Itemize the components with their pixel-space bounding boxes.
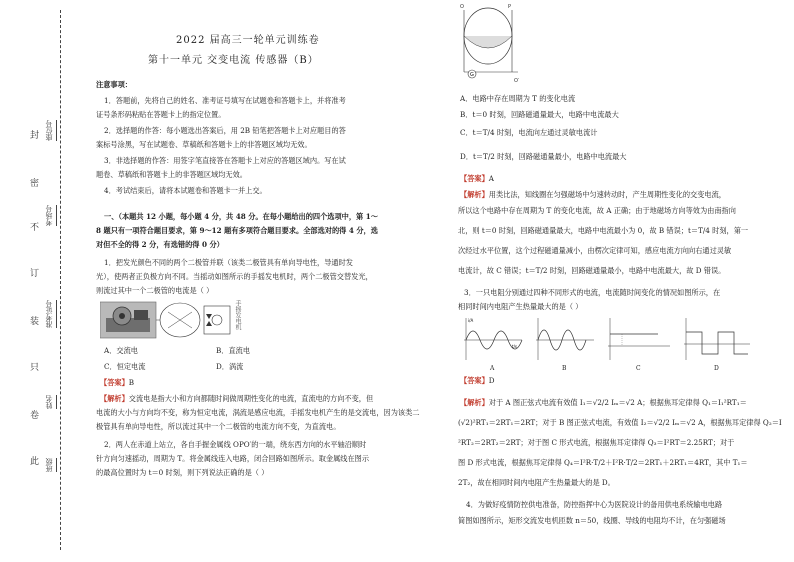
- q3-analysis-line: 图 D 形式电流，根据焦耳定律得 Q₄＝I²R·T/2＋I²R·T/2＝2RT₁＋2RT₁＝4RT，其中 T₁＝: [458, 458, 748, 467]
- answer-value: B: [128, 378, 135, 387]
- analysis-tag: 【解析】: [460, 190, 489, 199]
- notice-heading: 注意事项：: [96, 80, 132, 89]
- analysis-text: 用类比法，知线圈在匀强磁场中匀速转动时，产生周期性变化的交变电流，: [488, 190, 726, 199]
- notice-line: 4．考试结束后，请将本试题卷和答题卡一并上交。: [104, 186, 267, 195]
- field-name: 姓名: [44, 395, 57, 409]
- gutter-char: 装: [30, 317, 40, 327]
- svg-text:O′: O′: [514, 78, 520, 84]
- gutter-char: 不: [30, 223, 40, 233]
- cut-line: [60, 10, 61, 550]
- q1-stem: 则流过其中一个二极管的电流是（ ）: [96, 286, 214, 295]
- q1-generator-figure: [100, 300, 250, 340]
- q2-stem: 针方向匀速摇动，周期为 T。将金属线连入电路，闭合回路如图所示。取金属线在图示: [96, 454, 370, 463]
- q3-graph-label-c: C: [636, 365, 641, 372]
- svg-text:G: G: [470, 72, 474, 78]
- notice-line: 2．选择题的作答：每小题选出答案后，用 2B 铅笔把答题卡上对应题目的答: [104, 126, 346, 135]
- q1-option-a: A．交流电: [104, 346, 138, 355]
- q2-option-a: A．电路中存在周期为 T 的变化电流: [460, 94, 576, 103]
- q3-stem: 相同时间内电阻产生热量最大的是（ ）: [458, 302, 583, 311]
- q2-analysis-line: 电流计，故 C 错误；t＝T/2 时刻，回路磁通量最小，电路中电流最大，故 D 错误。: [458, 266, 726, 275]
- analysis-text: 交流电是指大小和方向都随时间做周期性变化的电流，直流电的方向不变，但: [128, 394, 374, 403]
- svg-text:O: O: [460, 4, 464, 10]
- q1-answer: [100, 378, 134, 388]
- q2-analysis-line: 次经过水平位置，这个过程磁通量减小，由楞次定律可知，感应电流方向向右通过灵敏: [458, 246, 732, 255]
- analysis-tag: 【解析】: [460, 398, 489, 407]
- gutter-char: 此: [30, 457, 40, 467]
- field-room-number: 考场号: [44, 205, 57, 226]
- answer-value: A: [488, 174, 494, 183]
- answer-tag: 【答案】: [460, 174, 489, 183]
- q1-option-c: C．恒定电流: [104, 362, 146, 371]
- notice-line: 案标号涂黑，写在试题卷、草稿纸和答题卡上的非答题区域均无效。: [96, 140, 312, 149]
- analysis-text: 对于 A 图正弦式电流有效值 I₁＝√2/2 Iₘ＝√2 A；根据焦耳定律得 Q₁＝I₁²RT₁＝: [488, 398, 747, 407]
- q3-analysis-line: (√2)²RT₁＝2RT₁＝2RT；对于 B 图正弦式电流，有效值 I₂＝√2/2 Iₘ＝√2 A，根据焦耳定律得 Q₂＝I: [458, 418, 782, 427]
- q1-option-d: D．涡流: [216, 362, 244, 371]
- q4-stem: 4．为做好疫情防控供电准备，防控指挥中心为医院设计的备用供电系统输电电路: [466, 500, 723, 509]
- q1-analysis-line: 极管具有单向导电性，所以流过其中一个二极管的电流方向不变，为直流电。: [96, 422, 341, 431]
- notice-line: 证号条形码粘贴在答题卡上的指定位置。: [96, 110, 226, 119]
- field-seat-number: 座位号: [44, 120, 57, 141]
- q1-analysis: [100, 394, 373, 404]
- svg-text:P: P: [508, 4, 512, 10]
- q2-option-c: C．t＝T/4 时刻，电流向左通过灵敏电流计: [460, 128, 598, 137]
- q4-stem: 简图如图所示，矩形交流发电机匝数 n＝50，线圈、导线的电阻均不计，在匀强磁场: [458, 516, 726, 525]
- field-exam-number: 准考证号: [44, 300, 57, 328]
- exam-subtitle: 第十一单元 交变电流 传感器（B）: [148, 55, 319, 66]
- q3-analysis-line: ²RT₂＝2RT₂＝2RT；对于图 C 形式电流，根据焦耳定律得 Q₃＝I²RT＝2.25RT；对于: [458, 438, 735, 447]
- answer-value: D: [488, 376, 495, 385]
- q3-current-graphs: [458, 316, 758, 366]
- gutter-char: 订: [30, 269, 40, 279]
- notice-line: 1．答题前，先将自己的姓名、准考证号填写在试题卷和答题卡上，并将准考: [104, 96, 346, 105]
- q3-graph-label-a: A: [490, 365, 495, 372]
- q3-graph-d: [684, 318, 750, 360]
- q2-option-b: B．t＝0 时刻，回路磁通量最大，电路中电流最大: [460, 110, 619, 119]
- section-instruction: 一、（本题共 12 小题，每小题 4 分，共 48 分。在每小题给出的四个选项中，第 1～: [104, 212, 378, 221]
- section-instruction: 8 题只有一项符合题目要求，第 9～12 题有多项符合题目要求。全部选对的得 4 分，选: [96, 226, 378, 235]
- q3-answer: [460, 376, 495, 386]
- q3-graph-b: [536, 318, 594, 360]
- q3-graph-label-d: D: [714, 365, 719, 372]
- q2-analysis: [460, 190, 726, 200]
- section-instruction: 对但不全的得 2 分，有选错的得 0 分）: [96, 240, 224, 249]
- q1-analysis-line: 电流的大小与方向均不变，称为恒定电流，涡流是感应电流，手摇发电机产生的是交流电，因为该类二: [96, 408, 420, 417]
- q2-stem: 的最高位置时为 t＝0 时刻，则下列说法正确的是（ ）: [96, 468, 269, 477]
- gutter-char: 封: [30, 131, 40, 141]
- q1-option-b: B．直流电: [216, 346, 251, 355]
- q2-option-d: D．t＝T/2 时刻，回路磁通量最小，电路中电流最大: [460, 152, 627, 161]
- answer-tag: 【答案】: [100, 378, 129, 387]
- notice-line: 3．非选择题的作答：用签字笔直接答在答题卡上对应的答题区域内。写在试: [104, 156, 346, 165]
- gutter-char: 密: [30, 179, 40, 189]
- q3-axis-t-label: t/s: [512, 344, 517, 349]
- q1-stem: 光），使两者正负极方向不同。当摇动如图所示的手摇发电机时，两个二极管交替发光，: [96, 272, 373, 281]
- q3-stem: 3．一只电阻分别通过四种不同形式的电流，电流随时间变化的情况如图所示，在: [464, 288, 721, 297]
- analysis-tag: 【解析】: [100, 394, 129, 403]
- exam-title: 2022 届高三一轮单元训练卷: [176, 35, 320, 46]
- q2-circuit-figure: [458, 2, 524, 86]
- q3-graph-label-b: B: [562, 365, 567, 372]
- q3-graph-c: [608, 318, 670, 360]
- q1-fig-label: 手摇发电机: [234, 300, 241, 330]
- q3-analysis: [460, 398, 747, 408]
- binding-gutter: [0, 0, 86, 562]
- q3-analysis-line: 2T₂，故在相同时间内电阻产生热量最大的是 D。: [458, 478, 615, 487]
- field-class: 班级: [44, 458, 57, 472]
- q3-axis-i-label: i/A: [468, 318, 474, 323]
- gutter-char: 只: [30, 363, 40, 373]
- notice-line: 题卷、草稿纸和答题卡上的非答题区域均无效。: [96, 170, 247, 179]
- q2-analysis-line: 所以这个电路中存在周期为 T 的变化电流，故 A 正确；由于地磁场方向等效为由南指向: [458, 206, 736, 215]
- gutter-char: 卷: [30, 411, 40, 421]
- answer-tag: 【答案】: [460, 376, 489, 385]
- q2-analysis-line: 北，则 t＝0 时刻，回路磁通量最大，电路中电流最小为 0，故 B 错误；t＝T/4 时刻，第一: [458, 226, 749, 235]
- q3-graph-a: [464, 318, 522, 360]
- q2-answer: [460, 174, 494, 184]
- q1-stem: 1．把发光颜色不同的两个二极管并联（该类二极管具有单向导电性，导通时发: [104, 258, 353, 267]
- q2-stem: 2．两人在赤道上站立，各自手握金属线 OPO′的一端，绕东西方向的水平轴沿顺时: [104, 440, 367, 449]
